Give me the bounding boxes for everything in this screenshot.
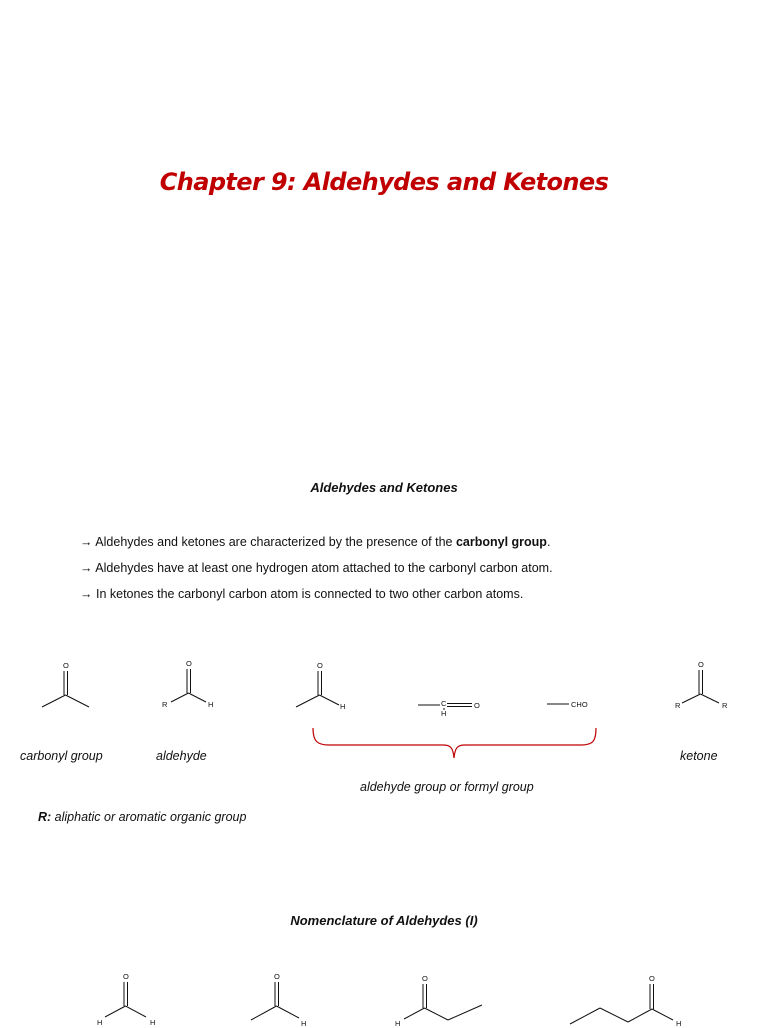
hydrogen-label: H	[441, 709, 447, 718]
arrow-icon: →	[80, 535, 93, 549]
r-label: R	[162, 700, 168, 709]
oxygen-label: O	[186, 659, 192, 668]
cho-label: CHO	[571, 700, 588, 709]
bullet-text: Aldehydes have at least one hydrogen atom attached to the carbonyl carbon atom.	[95, 561, 553, 575]
caption-carbonyl-group: carbonyl group	[20, 749, 103, 763]
aldehyde-structure	[155, 655, 225, 715]
section-heading: Aldehydes and Ketones	[310, 480, 458, 495]
hydrogen-label: H	[301, 1019, 307, 1028]
bullet-text: Aldehydes and ketones are characterized by the presence of the	[95, 535, 456, 549]
formyl-skeletal-structure	[285, 655, 355, 715]
oxygen-label: O	[63, 661, 69, 670]
hydrogen-label: H	[676, 1019, 682, 1028]
arrow-icon: →	[80, 587, 93, 601]
acetaldehyde-structure	[245, 968, 315, 1028]
bullet-carbonyl	[80, 535, 550, 549]
hydrogen-label: H	[208, 700, 214, 709]
oxygen-label: O	[317, 661, 323, 670]
r-label: R	[722, 701, 728, 710]
formyl-group-brace	[305, 725, 605, 765]
cho-abbrev-structure	[540, 690, 610, 720]
formaldehyde-structure	[95, 968, 165, 1028]
oxygen-label: O	[422, 974, 428, 983]
ketone-structure	[666, 655, 736, 715]
oxygen-label: O	[698, 660, 704, 669]
hydrogen-label: H	[97, 1018, 103, 1027]
carbon-label: C	[441, 699, 447, 708]
hydrogen-label: H	[395, 1019, 401, 1028]
bullet-bold-term: carbonyl group	[455, 535, 547, 549]
hydrogen-label: H	[340, 702, 346, 711]
caption-ketone: ketone	[680, 749, 718, 763]
bullet-ketone	[80, 587, 523, 601]
oxygen-label: O	[123, 972, 129, 981]
bullet-text-end: .	[546, 535, 551, 549]
r-definition-text: aliphatic or aromatic organic group	[51, 810, 247, 824]
caption-formyl-group: aldehyde group or formyl group	[360, 780, 534, 794]
hydrogen-label: H	[150, 1018, 156, 1027]
section-heading-nomenclature: Nomenclature of Aldehydes (I)	[290, 913, 478, 928]
oxygen-label: O	[274, 972, 280, 981]
page-title: Chapter 9: Aldehydes and Ketones	[159, 168, 609, 196]
r-definition-note	[38, 810, 246, 824]
bullet-aldehyde	[80, 561, 553, 575]
r-definition-label: R:	[38, 810, 52, 824]
bullet-text: In ketones the carbonyl carbon atom is connected to two other carbon atoms.	[95, 587, 524, 601]
oxygen-label: O	[649, 974, 655, 983]
carbonyl-group-structure	[30, 655, 100, 715]
propanal-structure	[390, 968, 490, 1028]
r-label: R	[675, 701, 681, 710]
butanal-structure	[565, 968, 695, 1028]
caption-aldehyde: aldehyde	[156, 749, 207, 763]
formyl-condensed-structure	[410, 690, 490, 720]
arrow-icon: →	[80, 561, 93, 575]
oxygen-label: O	[474, 701, 480, 710]
